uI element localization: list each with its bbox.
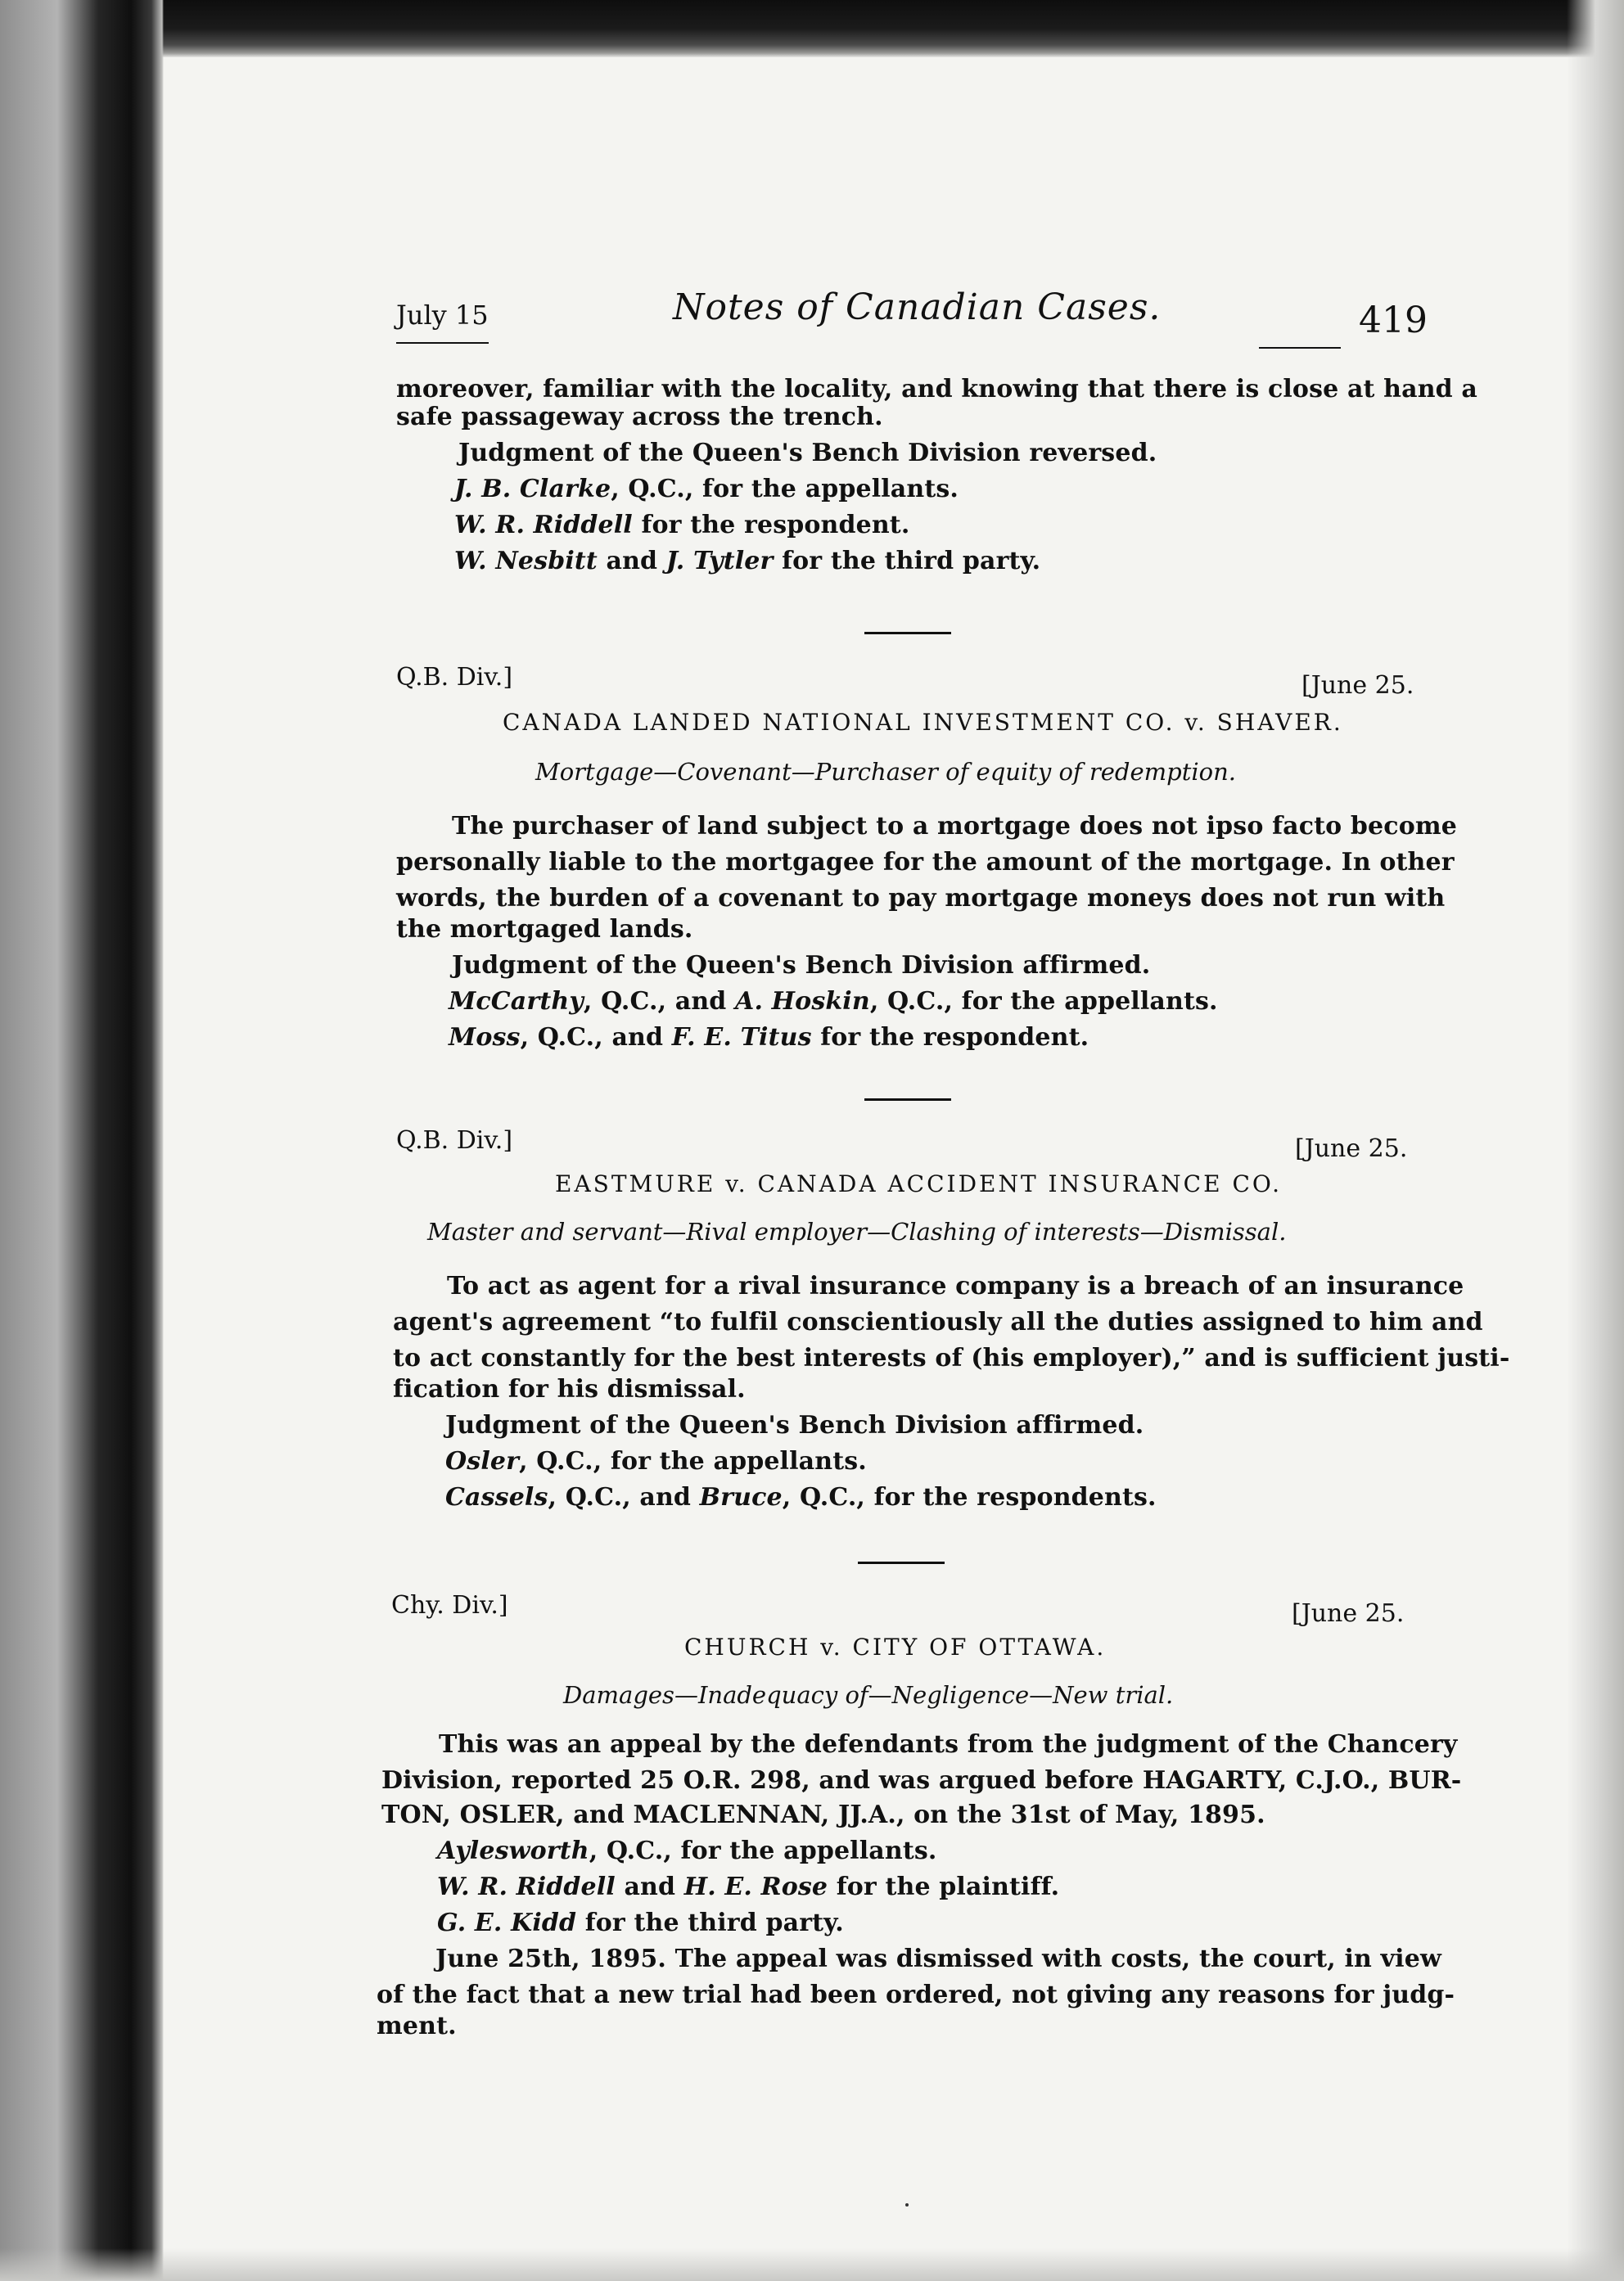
counsel-text: , Q.C., for the appellants. xyxy=(869,987,1218,1016)
scan-top-edge xyxy=(0,0,1624,57)
conclusion-line: of the fact that a new trial had been ordered, not giving any reasons for judg- xyxy=(377,1981,1455,2009)
page-number: 419 xyxy=(1359,300,1428,341)
court-label: Chy. Div.] xyxy=(391,1591,508,1620)
section-divider xyxy=(864,632,951,634)
counsel-text: , Q.C., for the appellants. xyxy=(589,1837,937,1865)
counsel-text: , Q.C., and xyxy=(548,1483,700,1512)
running-title: Notes of Canadian Cases. xyxy=(673,286,1162,328)
case-title: CANADA LANDED NATIONAL INVESTMENT CO. v. SHAVER. xyxy=(503,709,1343,736)
counsel-text: for the respondent. xyxy=(811,1023,1089,1052)
counsel-line xyxy=(449,987,1218,1016)
case-date: [June 25. xyxy=(1301,671,1414,700)
counsel-text: and xyxy=(597,547,666,575)
counsel-name: W. R. Riddell xyxy=(437,1873,616,1901)
header-rule-right xyxy=(1259,347,1341,349)
case-body-line: agent's agreement “to fulfil conscientiously all the duties assigned to him and xyxy=(393,1308,1483,1337)
scan-right-edge xyxy=(1567,0,1624,2281)
continuation-line: safe passageway across the trench. xyxy=(396,403,883,431)
counsel-name: Osler xyxy=(445,1447,520,1476)
counsel-text: for the third party. xyxy=(773,547,1041,575)
case-body-line: the mortgaged lands. xyxy=(396,915,693,944)
counsel-name: J. Tytler xyxy=(665,547,774,575)
case-date: [June 25. xyxy=(1292,1599,1405,1628)
conclusion-line: June 25th, 1895. The appeal was dismissed with costs, the court, in view xyxy=(435,1945,1441,1973)
counsel-name: A. Hoskin xyxy=(735,987,870,1016)
court-label: Q.B. Div.] xyxy=(396,663,513,692)
scan-bottom-edge xyxy=(0,2248,1624,2281)
header-rule-left xyxy=(396,342,489,344)
section-divider xyxy=(864,1098,951,1101)
counsel-text: for the third party. xyxy=(576,1909,844,1937)
counsel-text: for the respondent. xyxy=(632,511,910,539)
counsel-line xyxy=(437,1837,936,1865)
counsel-name: Bruce xyxy=(699,1483,783,1512)
counsel-name: G. E. Kidd xyxy=(437,1909,577,1937)
case-subject: Master and servant—Rival employer—Clashing of interests—Dismissal. xyxy=(427,1218,1287,1246)
case-body-line: This was an appeal by the defendants from the judgment of the Chancery xyxy=(439,1730,1458,1759)
case-subject: Damages—Inadequacy of—Negligence—New trial. xyxy=(563,1681,1174,1709)
case-body-line: Division, reported 25 O.R. 298, and was argued before HAGARTY, C.J.O., BUR- xyxy=(381,1766,1462,1795)
case-body-line: fication for his dismissal. xyxy=(393,1375,746,1404)
counsel-name: H. E. Rose xyxy=(683,1873,828,1901)
counsel-line xyxy=(437,1909,844,1937)
court-label: Q.B. Div.] xyxy=(396,1126,513,1155)
conclusion-line: ment. xyxy=(377,2012,457,2040)
counsel-line xyxy=(454,511,909,539)
judgment-line: Judgment of the Queen's Bench Division affirmed. xyxy=(445,1411,1144,1440)
case-body-line: The purchaser of land subject to a mortgage does not ipso facto become xyxy=(452,812,1457,841)
case-body-line: To act as agent for a rival insurance company is a breach of an insurance xyxy=(447,1272,1464,1301)
counsel-text: , Q.C., and xyxy=(583,987,736,1016)
counsel-name: Aylesworth xyxy=(437,1837,589,1865)
case-body-line: TON, OSLER, and MACLENNAN, JJ.A., on the 31st of May, 1895. xyxy=(381,1801,1265,1829)
counsel-name: Moss xyxy=(449,1023,521,1052)
counsel-line xyxy=(445,1483,1157,1512)
counsel-text: , Q.C., and xyxy=(520,1023,672,1052)
counsel-name: F. E. Titus xyxy=(671,1023,812,1052)
counsel-text: , Q.C., for the appellants. xyxy=(519,1447,867,1476)
case-title: EASTMURE v. CANADA ACCIDENT INSURANCE CO. xyxy=(555,1170,1283,1197)
continuation-line: moreover, familiar with the locality, and knowing that there is close at hand a xyxy=(396,375,1477,403)
case-body-line: personally liable to the mortgagee for the amount of the mortgage. In other xyxy=(396,848,1455,877)
scan-speck xyxy=(905,2203,909,2207)
case-title: CHURCH v. CITY OF OTTAWA. xyxy=(684,1634,1107,1661)
counsel-line xyxy=(445,1447,867,1476)
counsel-name: W. Nesbitt xyxy=(454,547,598,575)
counsel-name: J. B. Clarke xyxy=(454,475,611,503)
counsel-text: , Q.C., for the appellants. xyxy=(611,475,959,503)
judgment-line: Judgment of the Queen's Bench Division reversed. xyxy=(458,439,1157,467)
counsel-text: for the plaintiff. xyxy=(828,1873,1060,1901)
counsel-line xyxy=(437,1873,1059,1901)
case-date: [June 25. xyxy=(1295,1134,1408,1163)
counsel-line xyxy=(454,547,1040,575)
counsel-name: W. R. Riddell xyxy=(454,511,633,539)
counsel-line xyxy=(454,475,959,503)
counsel-text: , Q.C., for the respondents. xyxy=(782,1483,1157,1512)
counsel-name: McCarthy xyxy=(449,987,584,1016)
section-divider xyxy=(858,1562,945,1564)
header-date: July 15 xyxy=(396,300,489,331)
judgment-line: Judgment of the Queen's Bench Division affirmed. xyxy=(452,951,1151,980)
case-subject: Mortgage—Covenant—Purchaser of equity of redemption. xyxy=(535,758,1236,786)
counsel-line xyxy=(449,1023,1089,1052)
counsel-name: Cassels xyxy=(445,1483,548,1512)
counsel-text: and xyxy=(615,1873,684,1901)
case-body-line: words, the burden of a covenant to pay mortgage moneys does not run with xyxy=(396,884,1446,913)
scan-left-binding xyxy=(0,0,164,2281)
case-body-line: to act constantly for the best interests of (his employer),” and is sufficient justi- xyxy=(393,1344,1510,1373)
